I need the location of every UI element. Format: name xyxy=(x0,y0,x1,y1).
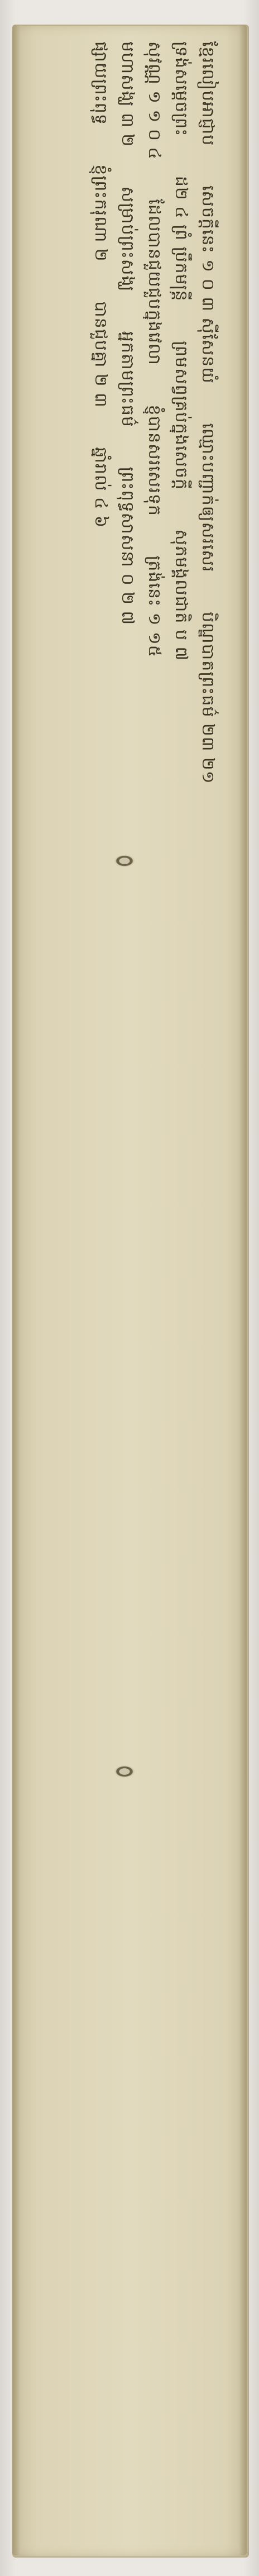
text-segment: សេចក្តីនេះ ១ ០ ៣ ស៊ីសែនយំ xyxy=(198,185,218,384)
leaf-edge-left xyxy=(12,25,20,2555)
text-line-5 xyxy=(89,41,112,2499)
text-segment: សុភមង្គលជាតិ ប ៧ xyxy=(171,529,191,661)
text-segment: សម្រាប់ព្រះសង្ឃ xyxy=(118,186,137,292)
text-segment: ព្រមសព្វគ្រប់ក្នុងសេចក្តី xyxy=(171,341,191,490)
text-line-4 xyxy=(116,41,138,2499)
text-segment: មហាសង្ឃ ៣ ២ xyxy=(118,41,137,147)
text-segment: បានជួបគ្នា ២ ៣ xyxy=(91,301,111,408)
text-segment: ខ្ញុំបានសរសេរទុក xyxy=(145,404,164,516)
text-segment: ដ២ ៤ ព្រំ ប្រឹកមន្ត្រី xyxy=(171,175,191,302)
text-segment: ខ្ញុំព្រះករុណា ២ xyxy=(91,164,111,262)
text-segment: ឆ្នាំរាល់ ៤ ៦ xyxy=(91,447,111,528)
text-segment: សុវណ្ណ ១ ១ ០ ៤ xyxy=(145,41,164,160)
text-segment: ព្រះពុទ្ធសាសនា ០ ២ ៧ xyxy=(118,466,137,626)
text-segment: ខ្មែរលៀបអាជ្ញាប xyxy=(198,41,218,146)
text-segment: បិណ្ឌបាតព្រះធម៌ ២៣ ២១ xyxy=(198,611,218,784)
leaf-edge-right xyxy=(239,25,247,2555)
text-segment: ទ្រង់សម្តេចព្រះ xyxy=(171,41,191,137)
text-segment: ឈ្មោះបញ្ជាក់ឲ្យសរសេរ xyxy=(198,423,218,573)
text-segment: អ្នកតាមព្រះធម៌ xyxy=(118,331,137,427)
text-segment: ត្រង់នេះ ១ ១៥ xyxy=(145,555,164,658)
text-line-3 xyxy=(143,41,165,2499)
text-line-2 xyxy=(170,41,192,2499)
text-segment: ផ្សាយព្រះពុទ្ធ xyxy=(91,41,111,125)
text-segment: ដែលបានជួយជួបក្នុងវេលា xyxy=(145,199,164,365)
text-line-1 xyxy=(196,41,219,2499)
